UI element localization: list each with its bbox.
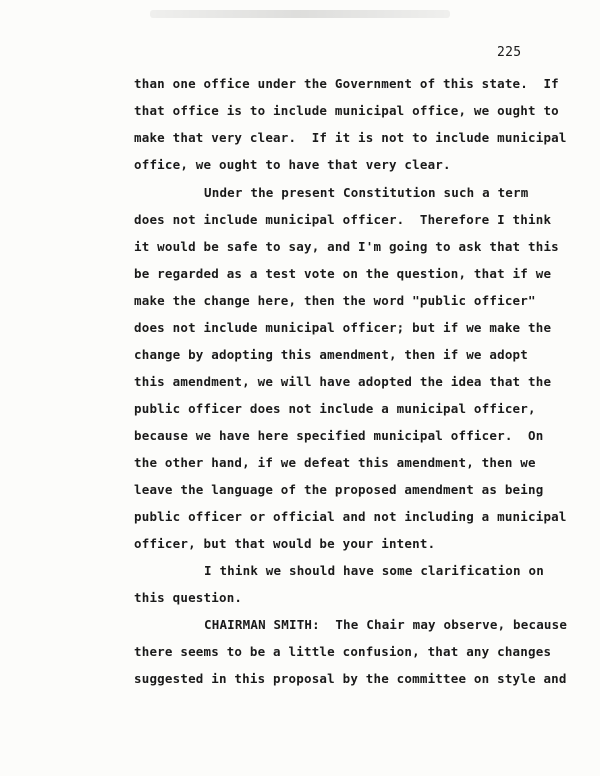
text-line: be regarded as a test vote on the question, that if we (134, 266, 552, 281)
text-line: than one office under the Government of this state. If (134, 76, 559, 91)
text-line: the other hand, if we defeat this amendment, then we (134, 455, 536, 470)
text-line: does not include municipal officer; but if we make the (134, 320, 552, 335)
paragraph-first-line: Under the present Constitution such a term (204, 185, 529, 200)
text-line: this amendment, we will have adopted the idea that the (134, 374, 552, 389)
text-line: suggested in this proposal by the committee on style and (134, 671, 567, 686)
speaker-line: CHAIRMAN SMITH: The Chair may observe, because (204, 617, 568, 632)
text-line: make that very clear. If it is not to include municipal (134, 130, 567, 145)
text-line: it would be safe to say, and I'm going to ask that this (134, 239, 559, 254)
paragraph-first-line: I think we should have some clarification on (204, 563, 544, 578)
page-number: 225 (497, 45, 522, 60)
text-line: leave the language of the proposed amendment as being (134, 482, 544, 497)
text-line: officer, but that would be your intent. (134, 536, 436, 551)
text-line: because we have here specified municipal officer. On (134, 428, 544, 443)
text-line: office, we ought to have that very clear. (134, 157, 451, 172)
header-bleed-through (150, 10, 450, 18)
text-line: that office is to include municipal office, we ought to (134, 103, 559, 118)
text-line: change by adopting this amendment, then if we adopt (134, 347, 529, 362)
text-line: public officer or official and not including a municipal (134, 509, 567, 524)
text-line: there seems to be a little confusion, that any changes (134, 644, 552, 659)
text-line: make the change here, then the word "public officer" (134, 293, 536, 308)
text-line: this question. (134, 590, 243, 605)
text-line: public officer does not include a municipal officer, (134, 401, 536, 416)
text-line: does not include municipal officer. Therefore I think (134, 212, 552, 227)
